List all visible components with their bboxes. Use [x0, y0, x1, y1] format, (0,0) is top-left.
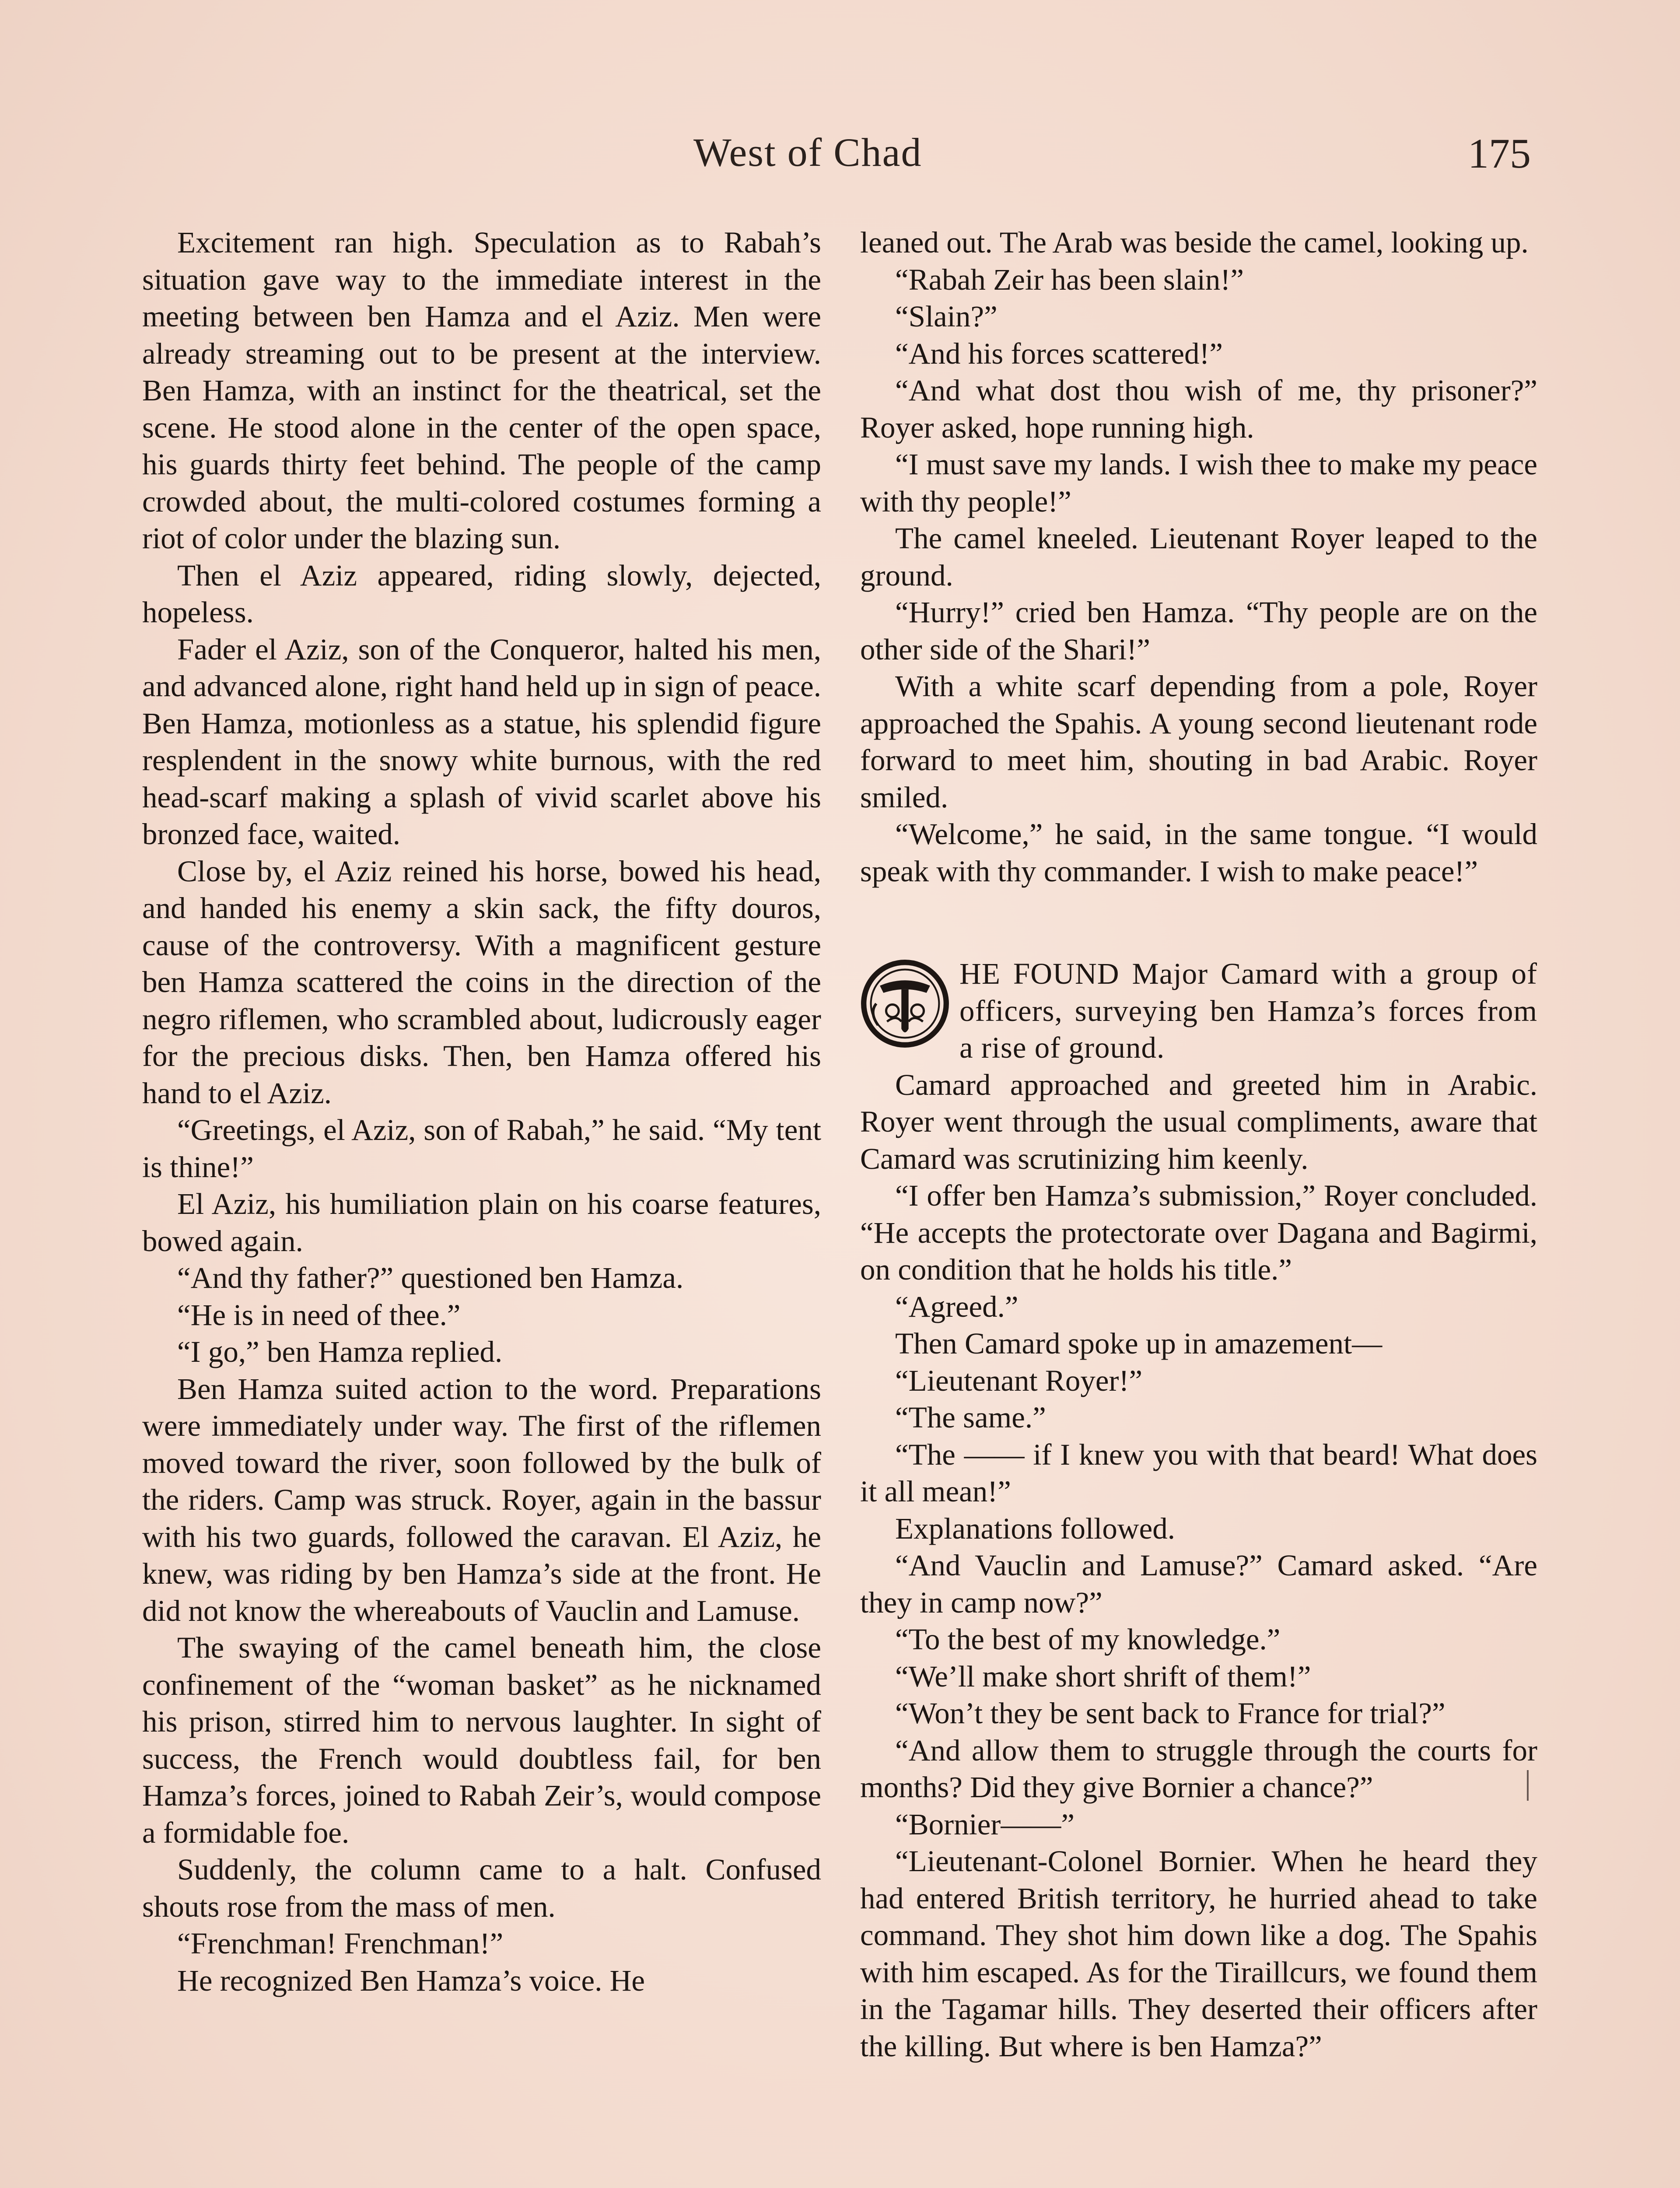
paragraph: Close by, el Aziz reined his horse, bowed his head, and handed his enemy a skin sack, the fifty douros, cause of the controversy. With a magnificent gesture ben Hamza scattered the coins in the direction of the negro riflemen, who scrambled about, ludicrously eager for the precious disks. Then, ben Hamza offered his hand to el Aziz.: [142, 854, 821, 1110]
paragraph: “Frenchman! Frenchman!”: [177, 1927, 504, 1960]
section-break: [860, 890, 1537, 955]
paragraph: leaned out. The Arab was beside the camel, looking up.: [860, 226, 1529, 259]
paragraph: “Lieutenant Royer!”: [895, 1364, 1143, 1397]
paragraph: “The —— if I knew you with that beard! What does it all mean!”: [860, 1438, 1537, 1508]
paragraph: He recognized Ben Hamza’s voice. He: [177, 1964, 645, 1997]
paragraph: Camard approached and greeted him in Arabic. Royer went through the usual compliments, aware that Camard was scrutinizing him keenly.: [860, 1068, 1537, 1175]
paragraph: “The same.”: [895, 1401, 1046, 1434]
paragraph: “To the best of my knowledge.”: [895, 1623, 1281, 1656]
paragraph: “And what dost thou wish of me, thy prisoner?” Royer asked, hope running high.: [860, 374, 1537, 444]
paragraph: “I offer ben Hamza’s submission,” Royer concluded. “He accepts the protectorate over Dagana and Bagirmi, on condition that he holds his title.”: [860, 1179, 1537, 1286]
paragraph: “Lieutenant-Colonel Bornier. When he heard they had entered British territory, he hurried ahead to take command. They shot him down like a dog. The Spahis with him escaped. As for the Tiraillcurs, we found them in the Tagamar hills. They deserted their officers after the killing. But where is ben Hamza?”: [860, 1844, 1537, 2063]
paragraph: “I go,” ben Hamza replied.: [177, 1335, 503, 1368]
section-opening-paragraph: [860, 955, 1537, 1066]
right-column: [860, 224, 1537, 2065]
margin-mark: [1527, 1770, 1529, 1801]
paragraph: “Slain?”: [895, 300, 998, 333]
paragraph: “And thy father?” questioned ben Hamza.: [177, 1261, 684, 1294]
paragraph: Ben Hamza suited action to the word. Preparations were immediately under way. The first of the riflemen moved toward the river, soon followed by the bulk of the riders. Camp was struck. Royer, again in the bassur with his two guards, followed the caravan. El Aziz, he knew, was riding by ben Hamza’s side at the front. He did not know the whereabouts of Vauclin and Lamuse.: [142, 1372, 821, 1627]
paragraph: “Bornier——”: [895, 1807, 1075, 1841]
ornamental-initial-t-icon: [860, 959, 950, 1048]
paragraph: Fader el Aziz, son of the Conqueror, halted his men, and advanced alone, right hand held up in sign of peace. Ben Hamza, motionless as a statue, his splendid figure resplendent in the snowy white burnous, with the red head-scarf making a splash of vivid scarlet above his bronzed face, waited.: [142, 632, 821, 851]
paragraph: Suddenly, the column came to a halt. Confused shouts rose from the mass of men.: [142, 1853, 821, 1923]
paragraph: “And allow them to struggle through the courts for months? Did they give Bornier a chance?”: [860, 1733, 1537, 1804]
page-number: 175: [1468, 130, 1531, 177]
paragraph: “We’ll make short shrift of them!”: [895, 1659, 1311, 1693]
paragraph: “And Vauclin and Lamuse?” Camard asked. “Are they in camp now?”: [860, 1549, 1537, 1619]
paragraph: The swaying of the camel beneath him, the close confinement of the “woman basket” as he nicknamed his prison, stirred him to nervous laughter. In sight of success, the French would doubtless fail, for ben Hamza’s forces, joined to Rabah Zeir’s, would compose a formidable foe.: [142, 1631, 821, 1849]
paragraph: “Hurry!” cried ben Hamza. “Thy people are on the other side of the Shari!”: [860, 596, 1537, 666]
paragraph: Then Camard spoke up in amazement—: [895, 1327, 1382, 1360]
paragraph: “Agreed.”: [895, 1290, 1018, 1323]
paragraph: El Aziz, his humiliation plain on his coarse features, bowed again.: [142, 1187, 821, 1258]
paragraph: “Rabah Zeir has been slain!”: [895, 263, 1244, 296]
paragraph: “Greetings, el Aziz, son of Rabah,” he said. “My tent is thine!”: [142, 1113, 821, 1184]
running-title: West of Chad: [693, 130, 922, 175]
paragraph: Excitement ran high. Speculation as to Rabah’s situation gave way to the immediate interest in the meeting between ben Hamza and el Aziz. Men were already streaming out to be present at the interview. Ben Hamza, with an instinct for the theatrical, set the scene. He stood alone in the center of the open space, his guards thirty feet behind. The people of the camp crowded about, the multi-colored costumes forming a riot of color under the blazing sun.: [142, 226, 821, 555]
paragraph: Then el Aziz appeared, riding slowly, dejected, hopeless.: [142, 558, 821, 629]
paragraph: The camel kneeled. Lieutenant Royer leaped to the ground.: [860, 522, 1537, 592]
left-column: [142, 224, 821, 1999]
paragraph: “And his forces scattered!”: [895, 337, 1223, 370]
paragraph: “Welcome,” he said, in the same tongue. “I would speak with thy commander. I wish to make peace!”: [860, 817, 1537, 888]
paragraph: “I must save my lands. I wish thee to make my peace with thy people!”: [860, 448, 1537, 518]
paragraph: “He is in need of thee.”: [177, 1298, 461, 1332]
section-lead-text: HE FOUND Major Camard with a group of officers, surveying ben Hamza’s forces from a rise of ground.: [959, 957, 1537, 1064]
paragraph: With a white scarf depending from a pole, Royer approached the Spahis. A young second lieutenant rode forward to meet him, shouting in bad Arabic. Royer smiled.: [860, 670, 1537, 814]
paragraph: Explanations followed.: [895, 1511, 1176, 1545]
paragraph: “Won’t they be sent back to France for trial?”: [895, 1697, 1446, 1730]
